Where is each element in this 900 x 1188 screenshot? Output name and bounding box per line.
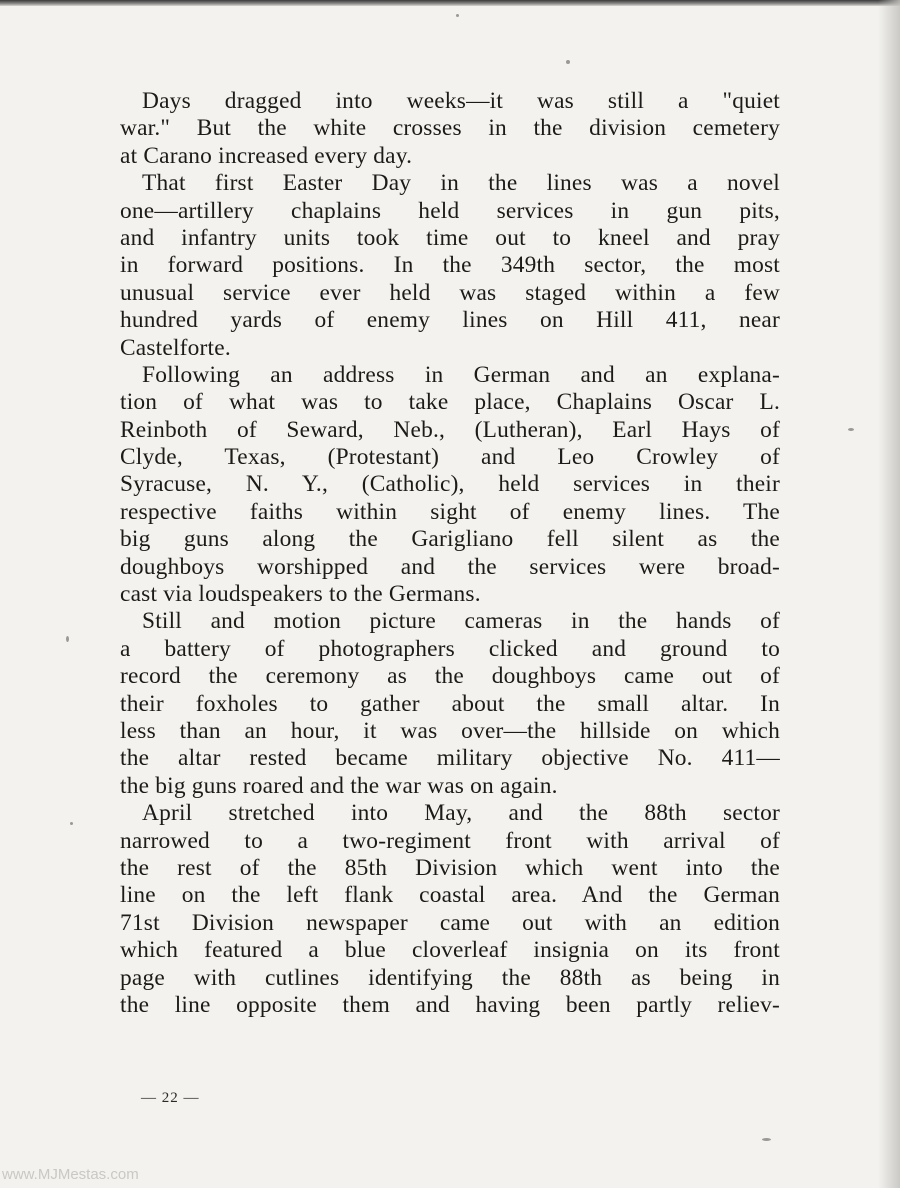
text-line: a battery of photographers clicked and ground to [120,635,780,662]
text-line: the rest of the 85th Division which went into the [120,854,780,881]
text-line: war." But the white crosses in the division cemetery [120,115,780,142]
text-line: That first Easter Day in the lines was a novel [142,170,780,197]
text-line: the altar rested became military objective No. 411— [120,745,780,772]
dust-speck [566,60,570,64]
body-text [120,88,780,1019]
text-line: in forward positions. In the 349th sector, the most [120,252,780,279]
dust-speck [70,822,73,825]
text-line: doughboys worshipped and the services were broad- [120,553,780,580]
text-line: hundred yards of enemy lines on Hill 411, near [120,307,780,334]
dust-speck [762,1138,771,1141]
text-line: 71st Division newspaper came out with an edition [120,909,780,936]
watermark: www.MJMestas.com [2,1166,139,1183]
text-line: big guns along the Garigliano fell silent as the [120,526,780,553]
page-right-shadow [878,0,900,1188]
text-line: Still and motion picture cameras in the hands of [142,608,780,635]
text-line: less than an hour, it was over—the hillside on which [120,717,780,744]
page-top-edge [0,0,900,6]
text-line: cast via loudspeakers to the Germans. [120,581,481,608]
dust-speck [66,636,69,642]
text-line: Clyde, Texas, (Protestant) and Leo Crowley of [120,444,780,471]
text-line: which featured a blue cloverleaf insignia on its front [120,937,780,964]
text-line: the line opposite them and having been partly reliev- [120,991,780,1018]
text-line: unusual service ever held was staged within a few [120,279,780,306]
text-line: their foxholes to gather about the small altar. In [120,690,780,717]
text-line: page with cutlines identifying the 88th as being in [120,964,780,991]
text-line: narrowed to a two-regiment front with arrival of [120,827,780,854]
text-line: and infantry units took time out to kneel and pray [120,224,780,251]
dust-speck [848,428,854,431]
text-line: respective faiths within sight of enemy lines. The [120,498,780,525]
text-line: the big guns roared and the war was on again. [120,772,558,799]
text-line: Days dragged into weeks—it was still a "quiet [142,88,780,114]
text-line: at Carano increased every day. [120,142,413,169]
text-line: record the ceremony as the doughboys came out of [120,663,780,690]
page-number: — 22 — [141,1090,200,1106]
text-line: line on the left flank coastal area. And the German [120,882,780,909]
text-line: April stretched into May, and the 88th sector [142,800,780,827]
text-line: tion of what was to take place, Chaplains Oscar L. [120,389,780,416]
dust-speck [456,14,459,17]
text-line: Following an address in German and an explana- [142,361,780,388]
text-line: Syracuse, N. Y., (Catholic), held services in their [120,471,780,498]
text-line: Reinboth of Seward, Neb., (Lutheran), Earl Hays of [120,416,780,443]
text-line: Castelforte. [120,334,231,361]
text-line: one—artillery chaplains held services in gun pits, [120,197,780,224]
